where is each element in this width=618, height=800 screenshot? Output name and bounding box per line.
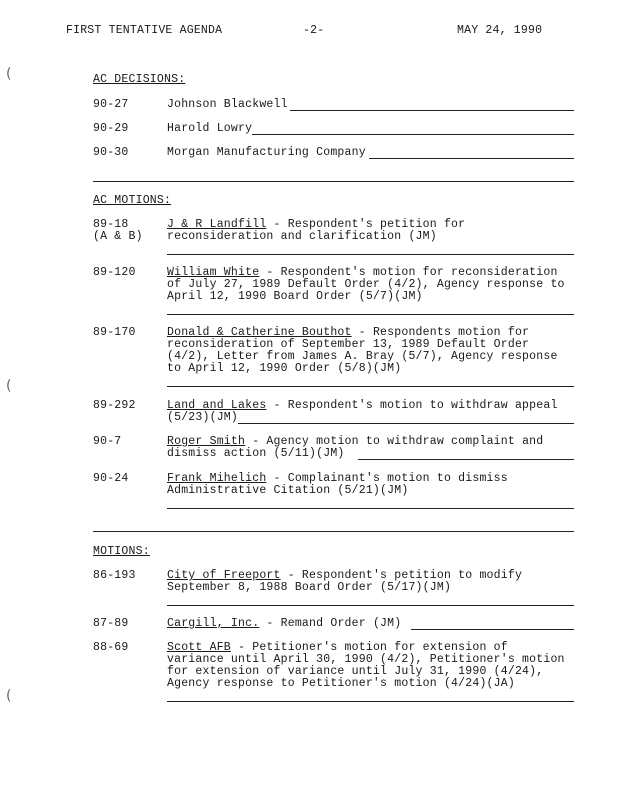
motion-entry xyxy=(167,617,401,630)
case-name: Harold Lowry xyxy=(167,122,253,135)
motion-desc-line: of July 27, 1989 Default Order (4/2), Agency response to xyxy=(167,278,565,291)
motion-desc: - Respondent's motion to withdraw appeal xyxy=(266,399,558,412)
motion-desc-line: April 12, 1990 Board Order (5/7)(JM) xyxy=(167,290,423,303)
motion-desc: - Respondent's petition to modify xyxy=(280,569,523,582)
margin-mark: ( xyxy=(6,378,12,394)
party-name: William White xyxy=(167,266,260,279)
margin-mark: ( xyxy=(6,66,12,82)
docket-number: 90-30 xyxy=(93,146,129,159)
fill-line xyxy=(369,158,574,159)
docket-number: 90-27 xyxy=(93,98,129,111)
motion-desc: - Remand Order (JM) xyxy=(259,617,402,630)
fill-line xyxy=(290,110,574,111)
fill-line xyxy=(167,254,574,255)
party-name: Roger Smith xyxy=(167,435,246,448)
header-title: FIRST TENTATIVE AGENDA xyxy=(66,24,223,37)
docket-suffix: (A & B) xyxy=(93,230,143,243)
section-heading-motions: MOTIONS: xyxy=(93,545,150,558)
party-name: J & R Landfill xyxy=(167,218,267,231)
motion-desc-line: Agency response to Petitioner's motion (4/24)(JA) xyxy=(167,677,515,690)
party-name: Scott AFB xyxy=(167,641,231,654)
motion-desc-line: dismiss action (5/11)(JM) xyxy=(167,447,345,460)
motion-desc-line: (5/23)(JM) xyxy=(167,411,239,424)
motion-desc-line: reconsideration and clarification (JM) xyxy=(167,230,437,243)
docket-number: 89-18 xyxy=(93,218,129,231)
case-name: Morgan Manufacturing Company xyxy=(167,146,366,159)
motion-desc: - Agency motion to withdraw complaint and xyxy=(245,435,544,448)
motion-desc-line: to April 12, 1990 Order (5/8)(JM) xyxy=(167,362,402,375)
case-name: Johnson Blackwell xyxy=(167,98,288,111)
section-divider xyxy=(93,181,574,182)
fill-line xyxy=(358,459,574,460)
motion-desc: - Respondent's motion for reconsideration xyxy=(259,266,558,279)
motion-desc-line: (4/2), Letter from James A. Bray (5/7), Agency response xyxy=(167,350,558,363)
fill-line xyxy=(167,314,574,315)
fill-line xyxy=(167,508,574,509)
fill-line xyxy=(167,605,574,606)
motion-desc: - Petitioner's motion for extension of xyxy=(230,641,508,654)
docket-number: 86-193 xyxy=(93,569,136,582)
motion-desc: - Respondents motion for xyxy=(351,326,530,339)
margin-mark: ( xyxy=(6,688,12,704)
fill-line xyxy=(167,701,574,702)
section-heading-ac-decisions: AC DECISIONS: xyxy=(93,73,186,86)
fill-line xyxy=(238,423,574,424)
docket-number: 90-7 xyxy=(93,435,122,448)
party-name: Frank Mihelich xyxy=(167,472,267,485)
motion-desc-line: September 8, 1988 Board Order (5/17)(JM) xyxy=(167,581,452,594)
fill-line xyxy=(167,386,574,387)
fill-line xyxy=(252,134,574,135)
party-name: Cargill, Inc. xyxy=(167,617,260,630)
docket-number: 89-292 xyxy=(93,399,136,412)
motion-desc-line: reconsideration of September 13, 1989 Default Order xyxy=(167,338,530,351)
motion-desc: - Respondent's petition for xyxy=(266,218,466,231)
party-name: Donald & Catherine Bouthot xyxy=(167,326,352,339)
docket-number: 89-170 xyxy=(93,326,136,339)
docket-number: 89-120 xyxy=(93,266,136,279)
docket-number: 88-69 xyxy=(93,641,129,654)
docket-number: 87-89 xyxy=(93,617,129,630)
section-divider xyxy=(93,531,574,532)
header-date: MAY 24, 1990 xyxy=(457,24,543,37)
docket-number: 90-29 xyxy=(93,122,129,135)
page-number: -2- xyxy=(303,24,325,37)
motion-desc-line: Administrative Citation (5/21)(JM) xyxy=(167,484,409,497)
section-heading-ac-motions: AC MOTIONS: xyxy=(93,194,172,207)
motion-desc-line: variance until April 30, 1990 (4/2), Petitioner's motion xyxy=(167,653,565,666)
motion-desc: - Complainant's motion to dismiss xyxy=(266,472,508,485)
party-name: Land and Lakes xyxy=(167,399,267,412)
party-name: City of Freeport xyxy=(167,569,281,582)
fill-line xyxy=(411,629,574,630)
motion-desc-line: for extension of variance until July 31, 1990 (4/24), xyxy=(167,665,544,678)
docket-number: 90-24 xyxy=(93,472,129,485)
